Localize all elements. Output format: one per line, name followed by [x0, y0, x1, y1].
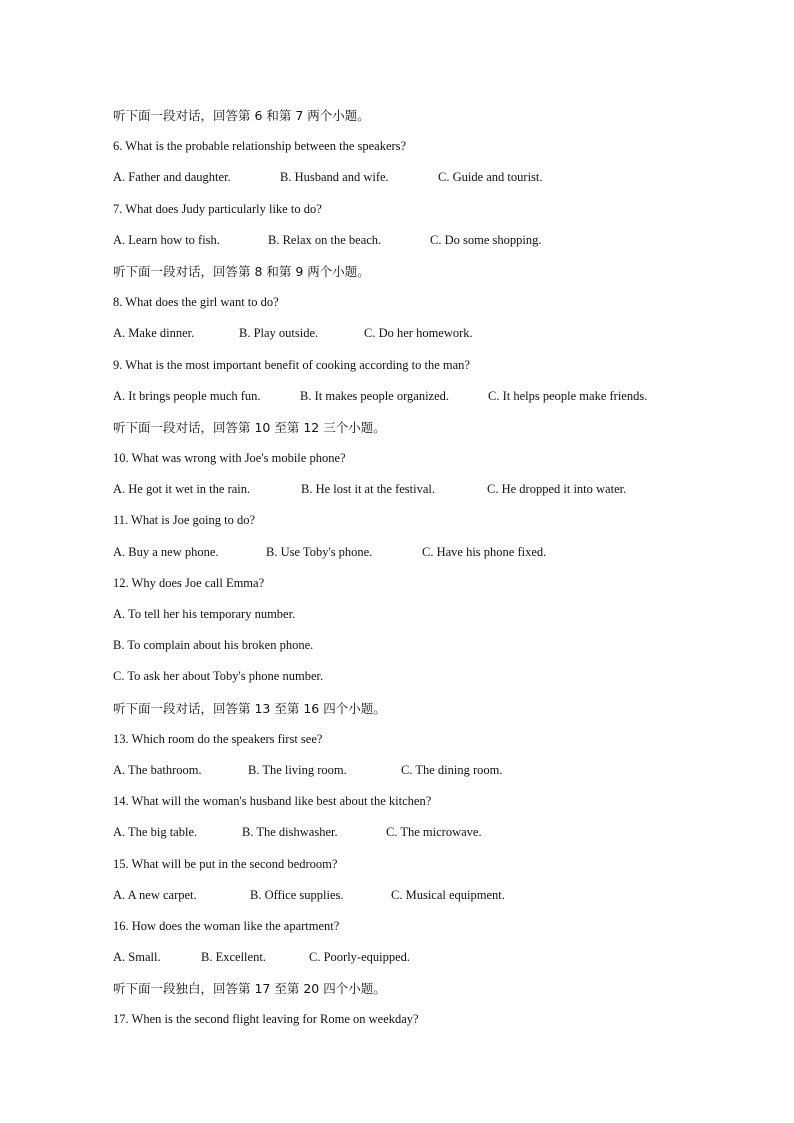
option-8a: A. Make dinner. [113, 326, 195, 341]
section-header-3: 听下面一段对话，回答第 10 至第 12 三个小题。 [113, 419, 386, 435]
question-17: 17. When is the second flight leaving for Rome on weekday? [113, 1012, 419, 1027]
question-6: 6. What is the probable relationship between the speakers? [113, 139, 407, 154]
question-10: 10. What was wrong with Joe's mobile phone? [113, 451, 346, 466]
question-12: 12. Why does Joe call Emma? [113, 575, 265, 590]
section-header-4: 听下面一段对话，回答第 13 至第 16 四个小题。 [113, 700, 386, 716]
question-13: 13. Which room do the speakers first see? [113, 731, 323, 746]
option-14c: C. The microwave. [386, 825, 482, 840]
question-7: 7. What does Judy particularly like to do? [113, 201, 322, 216]
options-9 [113, 381, 713, 412]
option-14b: B. The dishwasher. [242, 825, 338, 840]
option-11a: A. Buy a new phone. [113, 544, 219, 559]
question-16: 16. How does the woman like the apartment? [113, 918, 340, 933]
option-6b: B. Husband and wife. [280, 170, 389, 185]
option-11b: B. Use Toby's phone. [266, 544, 373, 559]
option-6a: A. Father and daughter. [113, 170, 231, 185]
option-12c: C. To ask her about Toby's phone number. [113, 669, 324, 684]
options-10 [113, 474, 713, 505]
exam-page [113, 100, 713, 1036]
option-8b: B. Play outside. [239, 326, 319, 341]
options-13 [113, 755, 713, 786]
option-6c: C. Guide and tourist. [438, 170, 543, 185]
option-11c: C. Have his phone fixed. [422, 544, 547, 559]
option-10b: B. He lost it at the festival. [301, 482, 436, 497]
question-15: 15. What will be put in the second bedroom? [113, 856, 338, 871]
question-14: 14. What will the woman's husband like best about the kitchen? [113, 794, 432, 809]
options-11 [113, 537, 713, 568]
option-7c: C. Do some shopping. [430, 232, 542, 247]
options-8 [113, 318, 713, 349]
option-10c: C. He dropped it into water. [487, 482, 627, 497]
option-14a: A. The big table. [113, 825, 198, 840]
option-13a: A. The bathroom. [113, 762, 202, 777]
option-13b: B. The living room. [248, 762, 347, 777]
question-11: 11. What is Joe going to do? [113, 513, 255, 528]
section-header-2: 听下面一段对话，回答第 8 和第 9 两个小题。 [113, 263, 370, 279]
option-15b: B. Office supplies. [250, 887, 344, 902]
option-7a: A. Learn how to fish. [113, 232, 220, 247]
option-9c: C. It helps people make friends. [488, 388, 648, 403]
option-16b: B. Excellent. [201, 950, 266, 965]
option-13c: C. The dining room. [401, 762, 503, 777]
options-7 [113, 225, 713, 256]
option-12b: B. To complain about his broken phone. [113, 638, 314, 653]
section-header-5: 听下面一段独白，回答第 17 至第 20 四个小题。 [113, 981, 386, 997]
option-9a: A. It brings people much fun. [113, 388, 261, 403]
option-16c: C. Poorly-equipped. [309, 950, 411, 965]
options-6 [113, 162, 713, 193]
section-header-1: 听下面一段对话，回答第 6 和第 7 两个小题。 [113, 108, 370, 123]
option-9b: B. It makes people organized. [300, 388, 450, 403]
option-15c: C. Musical equipment. [391, 887, 505, 902]
option-8c: C. Do her homework. [364, 326, 473, 341]
options-15 [113, 880, 713, 911]
question-8: 8. What does the girl want to do? [113, 295, 279, 310]
question-9: 9. What is the most important benefit of cooking according to the man? [113, 357, 470, 372]
options-14 [113, 817, 713, 848]
option-12a: A. To tell her his temporary number. [113, 607, 296, 621]
option-7b: B. Relax on the beach. [268, 232, 382, 247]
options-16 [113, 942, 713, 973]
option-16a: A. Small. [113, 950, 161, 965]
option-10a: A. He got it wet in the rain. [113, 482, 251, 497]
option-15a: A. A new carpet. [113, 887, 197, 902]
